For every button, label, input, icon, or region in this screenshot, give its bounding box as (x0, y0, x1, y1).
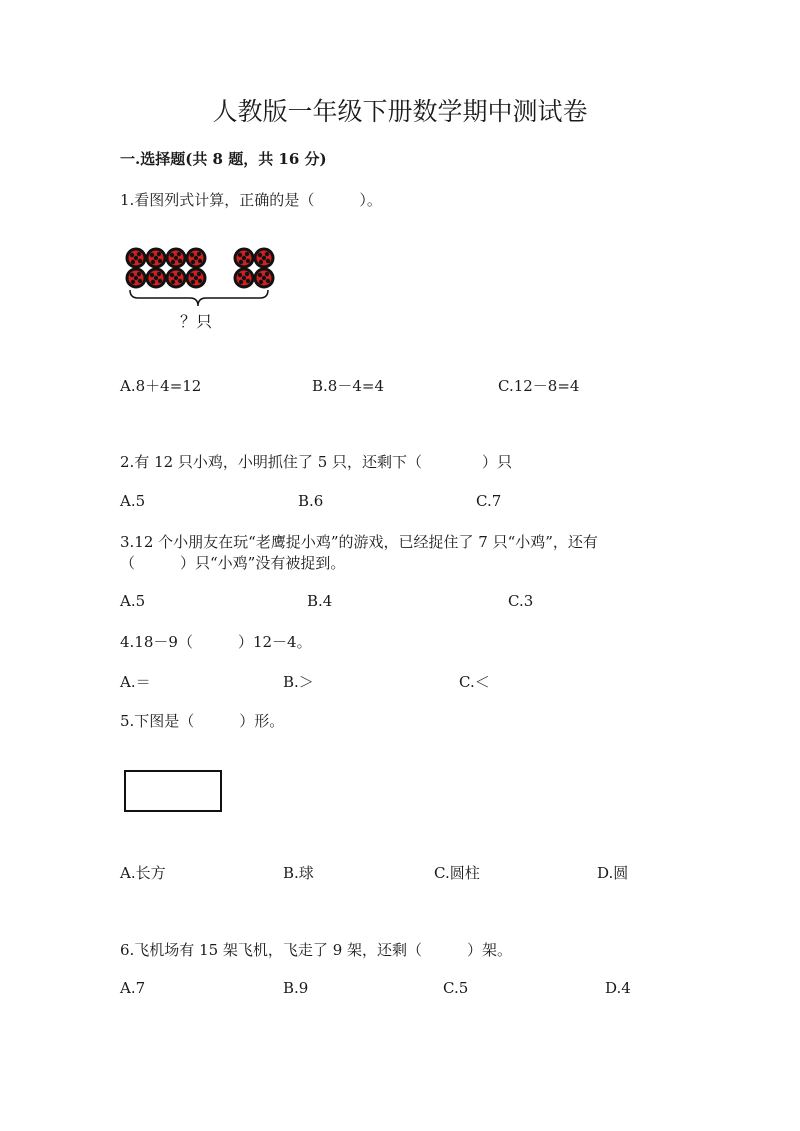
ladybug-group (127, 249, 273, 287)
ladybug-icon (147, 249, 165, 267)
q4-option-c[interactable]: C.＜ (459, 673, 490, 691)
q6-option-d[interactable]: D.4 (605, 979, 631, 997)
q2-option-c[interactable]: C.7 (476, 492, 502, 510)
q6-option-c[interactable]: C.5 (443, 979, 469, 997)
q5-option-d[interactable]: D.圆 (597, 864, 629, 882)
q5-option-a[interactable]: A.长方 (120, 864, 166, 882)
brace-icon (130, 290, 268, 306)
ladybug-icon (187, 269, 205, 287)
ladybug-icon (167, 249, 185, 267)
q1-option-a[interactable]: A.8＋4=12 (120, 377, 202, 395)
ladybug-icon (127, 249, 145, 267)
figure-label: ？只 (180, 312, 213, 331)
q2-option-b[interactable]: B.6 (298, 492, 324, 510)
rectangle-figure (124, 770, 222, 812)
question-3-line1: 3.12 个小朋友在玩“老鹰捉小鸡”的游戏，已经捉住了 7 只“小鸡”，还有 (120, 533, 598, 551)
ladybug-icon (127, 269, 145, 287)
section-heading: 一.选择题(共 8 题，共 16 分) (120, 150, 327, 168)
ladybug-icon (255, 249, 273, 267)
q3-option-a[interactable]: A.5 (120, 592, 146, 610)
q4-option-a[interactable]: A.＝ (120, 673, 151, 691)
ladybug-icon (235, 249, 253, 267)
ladybug-icon (147, 269, 165, 287)
question-2: 2.有 12 只小鸡，小明抓住了 5 只，还剩下（ ）只 (120, 453, 513, 471)
ladybug-icon (255, 269, 273, 287)
q1-option-c[interactable]: C.12－8=4 (498, 377, 580, 395)
page-title: 人教版一年级下册数学期中测试卷 (212, 97, 588, 126)
ladybug-icon (235, 269, 253, 287)
question-5: 5.下图是（ ）形。 (120, 712, 285, 730)
q5-option-b[interactable]: B.球 (283, 864, 314, 882)
q2-option-a[interactable]: A.5 (120, 492, 146, 510)
question-1: 1.看图列式计算，正确的是（ ）。 (120, 191, 382, 209)
q6-option-b[interactable]: B.9 (283, 979, 309, 997)
q3-option-b[interactable]: B.4 (307, 592, 333, 610)
ladybug-icon (187, 249, 205, 267)
q6-option-a[interactable]: A.7 (120, 979, 146, 997)
question-6: 6.飞机场有 15 架飞机，飞走了 9 架，还剩（ ）架。 (120, 941, 513, 959)
q5-option-c[interactable]: C.圆柱 (434, 864, 480, 882)
question-4: 4.18－9（ ）12－4。 (120, 633, 312, 651)
question-3-line2: （ ）只“小鸡”没有被捉到。 (120, 554, 346, 572)
q4-option-b[interactable]: B.＞ (283, 673, 314, 691)
q1-option-b[interactable]: B.8－4=4 (312, 377, 384, 395)
q3-option-c[interactable]: C.3 (508, 592, 534, 610)
ladybug-icon (167, 269, 185, 287)
